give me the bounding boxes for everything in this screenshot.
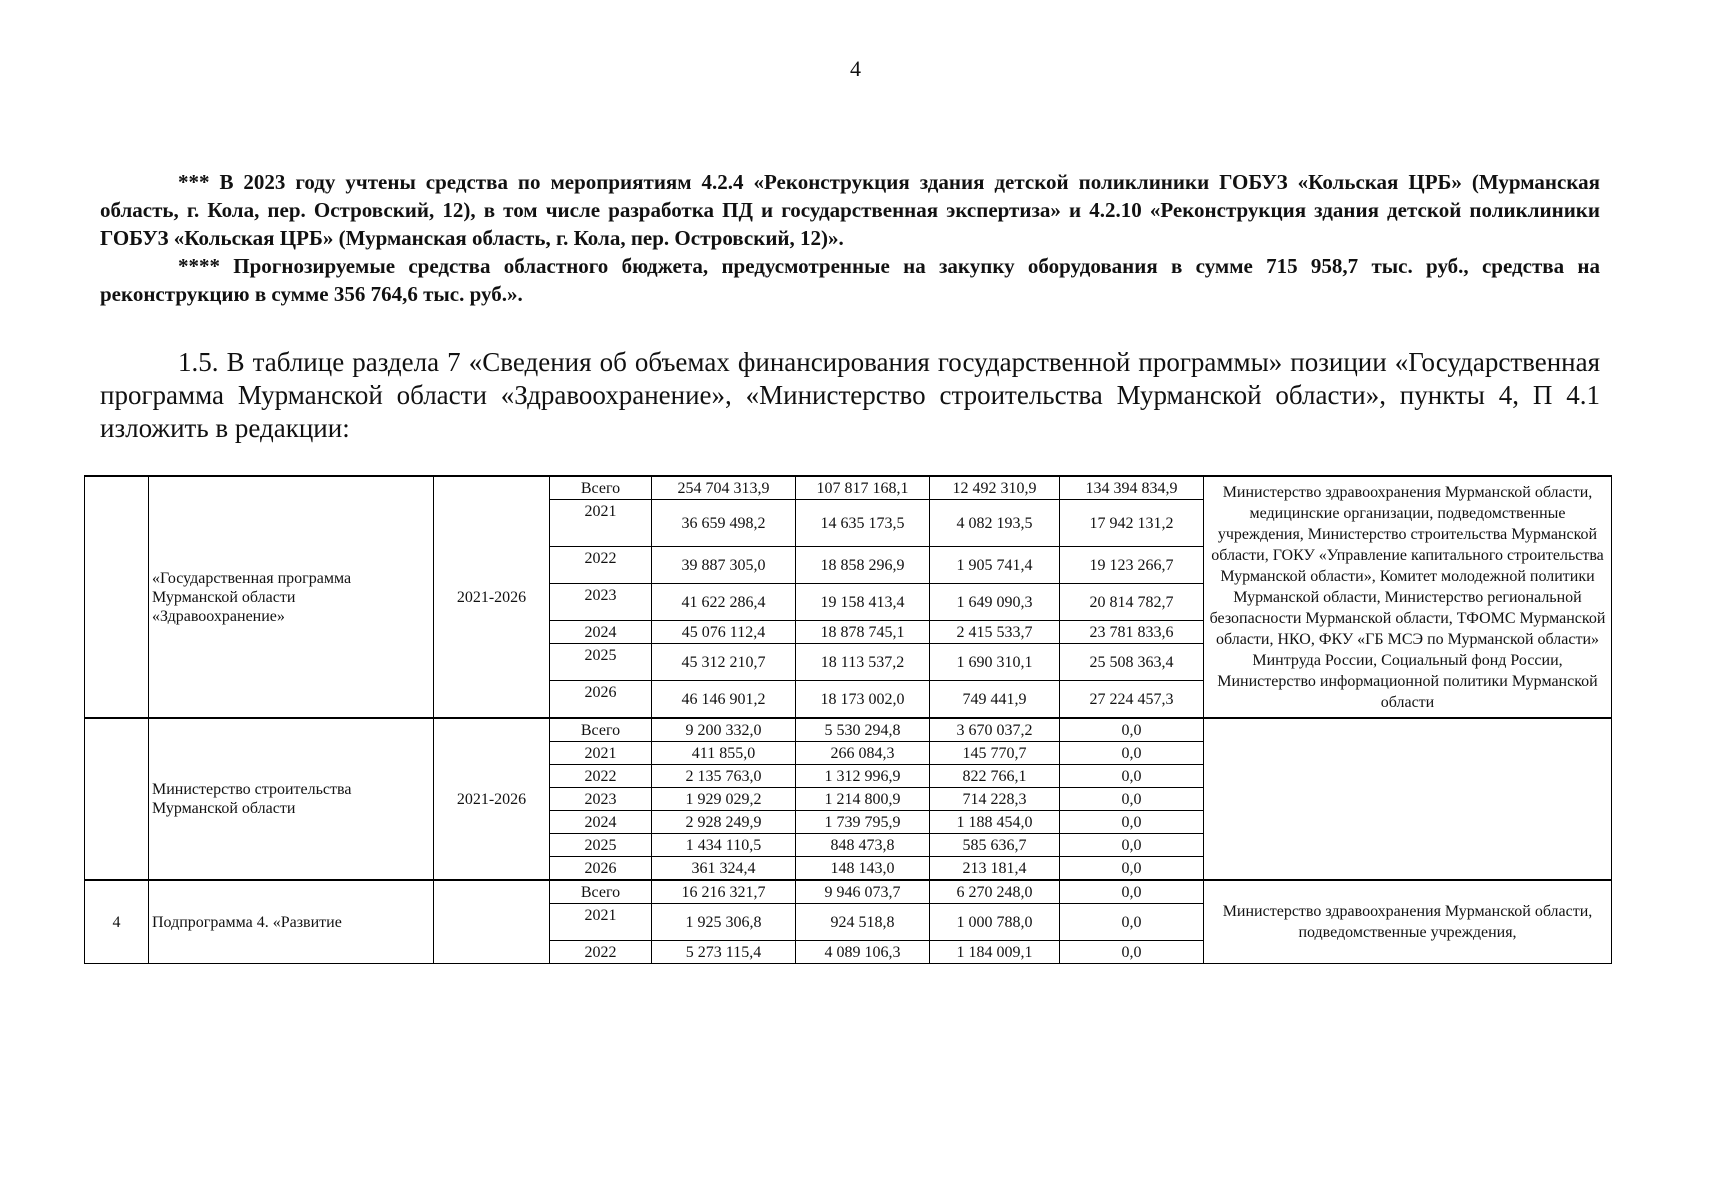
executors-cell: Министерство здравоохранения Мурманской области, медицинские организации, подведомственные учреждения, Министерство строительства Мурманской области, ГОКУ «Управление капитального строительства Мурманской области», Комитет молодежной политики Мурманской области, Министерство региональной безопасности Мурманской области, ТФОМС Мурманской области, НКО, ФКУ «ГБ МСЭ по Мурманской области» Минтруда России, Социальный фонд России, Министерство информационной политики Мурманской области — [1204, 476, 1612, 718]
total-value-cell: 9 200 332,0 — [652, 718, 796, 742]
other-value-cell: 0,0 — [1060, 765, 1204, 788]
table-row — [85, 718, 1612, 742]
financing-table — [84, 475, 1612, 964]
federal-value-cell: 1 214 800,9 — [796, 788, 930, 811]
other-value-cell: 17 942 131,2 — [1060, 500, 1204, 547]
regional-value-cell: 1 000 788,0 — [930, 904, 1060, 941]
total-value-cell: 1 929 029,2 — [652, 788, 796, 811]
regional-value-cell: 585 636,7 — [930, 834, 1060, 857]
regional-value-cell: 4 082 193,5 — [930, 500, 1060, 547]
federal-value-cell: 266 084,3 — [796, 742, 930, 765]
federal-value-cell: 924 518,8 — [796, 904, 930, 941]
regional-value-cell: 1 905 741,4 — [930, 547, 1060, 584]
total-value-cell: 1 434 110,5 — [652, 834, 796, 857]
footnotes — [100, 168, 1600, 308]
federal-value-cell: 148 143,0 — [796, 857, 930, 881]
footnote-3: *** В 2023 году учтены средства по мероприятиям 4.2.4 «Реконструкция здания детской поликлиники ГОБУЗ «Кольская ЦРБ» (Мурманская область, г. Кола, пер. Островский, 12), в том числе разработка ПД и государственная экспертиза» и 4.2.10 «Реконструкция здания детской поликлиники ГОБУЗ «Кольская ЦРБ» (Мурманская область, г. Кола, пер. Островский, 12)». — [100, 170, 1600, 250]
other-value-cell: 0,0 — [1060, 811, 1204, 834]
period-cell: 2021-2026 — [434, 476, 550, 718]
regional-value-cell: 1 188 454,0 — [930, 811, 1060, 834]
position-name-cell: Министерство строительства Мурманской области — [149, 718, 434, 880]
year-cell: 2021 — [550, 904, 652, 941]
other-value-cell: 25 508 363,4 — [1060, 644, 1204, 681]
federal-value-cell: 848 473,8 — [796, 834, 930, 857]
other-value-cell: 0,0 — [1060, 788, 1204, 811]
year-cell: 2021 — [550, 742, 652, 765]
federal-value-cell: 4 089 106,3 — [796, 941, 930, 964]
section-paragraph — [100, 346, 1600, 445]
year-cell: 2021 — [550, 500, 652, 547]
position-name-cell: Подпрограмма 4. «Развитие — [149, 880, 434, 964]
regional-value-cell: 213 181,4 — [930, 857, 1060, 881]
other-value-cell: 27 224 457,3 — [1060, 681, 1204, 719]
year-cell: 2024 — [550, 621, 652, 644]
regional-value-cell: 714 228,3 — [930, 788, 1060, 811]
total-value-cell: 2 928 249,9 — [652, 811, 796, 834]
row-number-cell: 4 — [85, 880, 149, 964]
other-value-cell: 0,0 — [1060, 904, 1204, 941]
year-cell: 2023 — [550, 788, 652, 811]
federal-value-cell: 1 739 795,9 — [796, 811, 930, 834]
regional-value-cell: 2 415 533,7 — [930, 621, 1060, 644]
total-value-cell: 5 273 115,4 — [652, 941, 796, 964]
year-cell: Всего — [550, 880, 652, 904]
federal-value-cell: 18 878 745,1 — [796, 621, 930, 644]
other-value-cell: 23 781 833,6 — [1060, 621, 1204, 644]
row-number-cell — [85, 718, 149, 880]
federal-value-cell: 18 173 002,0 — [796, 681, 930, 719]
year-cell: 2022 — [550, 941, 652, 964]
other-value-cell: 0,0 — [1060, 718, 1204, 742]
federal-value-cell: 19 158 413,4 — [796, 584, 930, 621]
year-cell: 2022 — [550, 547, 652, 584]
total-value-cell: 2 135 763,0 — [652, 765, 796, 788]
regional-value-cell: 1 184 009,1 — [930, 941, 1060, 964]
financing-table-body — [85, 476, 1612, 964]
other-value-cell: 19 123 266,7 — [1060, 547, 1204, 584]
period-cell: 2021-2026 — [434, 718, 550, 880]
other-value-cell: 0,0 — [1060, 880, 1204, 904]
footnote-4: **** Прогнозируемые средства областного бюджета, предусмотренные на закупку оборудования в сумме 715 958,7 тыс. руб., средства на реконструкцию в сумме 356 764,6 тыс. руб.». — [100, 254, 1600, 306]
year-cell: 2025 — [550, 644, 652, 681]
federal-value-cell: 1 312 996,9 — [796, 765, 930, 788]
regional-value-cell: 1 690 310,1 — [930, 644, 1060, 681]
total-value-cell: 45 312 210,7 — [652, 644, 796, 681]
section-text: 1.5. В таблице раздела 7 «Сведения об объемах финансирования государственной программы» позиции «Государственная программа Мурманской области «Здравоохранение», «Министерство строительства Мурманской области», пункты 4, П 4.1 изложить в редакции: — [100, 347, 1600, 443]
regional-value-cell: 12 492 310,9 — [930, 476, 1060, 500]
other-value-cell: 20 814 782,7 — [1060, 584, 1204, 621]
year-cell: Всего — [550, 718, 652, 742]
year-cell: 2024 — [550, 811, 652, 834]
executors-cell: Министерство здравоохранения Мурманской области, подведомственные учреждения, — [1204, 880, 1612, 964]
table-row — [85, 476, 1612, 500]
regional-value-cell: 3 670 037,2 — [930, 718, 1060, 742]
total-value-cell: 1 925 306,8 — [652, 904, 796, 941]
period-cell — [434, 880, 550, 964]
regional-value-cell: 749 441,9 — [930, 681, 1060, 719]
executors-cell — [1204, 718, 1612, 880]
other-value-cell: 0,0 — [1060, 857, 1204, 881]
other-value-cell: 134 394 834,9 — [1060, 476, 1204, 500]
row-number-cell — [85, 476, 149, 718]
total-value-cell: 254 704 313,9 — [652, 476, 796, 500]
position-name-cell: «Государственная программа Мурманской области «Здравоохранение» — [149, 476, 434, 718]
other-value-cell: 0,0 — [1060, 834, 1204, 857]
total-value-cell: 361 324,4 — [652, 857, 796, 881]
year-cell: Всего — [550, 476, 652, 500]
federal-value-cell: 14 635 173,5 — [796, 500, 930, 547]
federal-value-cell: 5 530 294,8 — [796, 718, 930, 742]
total-value-cell: 46 146 901,2 — [652, 681, 796, 719]
total-value-cell: 41 622 286,4 — [652, 584, 796, 621]
table-row — [85, 880, 1612, 904]
other-value-cell: 0,0 — [1060, 742, 1204, 765]
other-value-cell: 0,0 — [1060, 941, 1204, 964]
federal-value-cell: 9 946 073,7 — [796, 880, 930, 904]
federal-value-cell: 18 113 537,2 — [796, 644, 930, 681]
regional-value-cell: 822 766,1 — [930, 765, 1060, 788]
federal-value-cell: 107 817 168,1 — [796, 476, 930, 500]
year-cell: 2022 — [550, 765, 652, 788]
total-value-cell: 411 855,0 — [652, 742, 796, 765]
regional-value-cell: 145 770,7 — [930, 742, 1060, 765]
page-number: 4 — [850, 56, 861, 81]
regional-value-cell: 1 649 090,3 — [930, 584, 1060, 621]
total-value-cell: 16 216 321,7 — [652, 880, 796, 904]
total-value-cell: 45 076 112,4 — [652, 621, 796, 644]
regional-value-cell: 6 270 248,0 — [930, 880, 1060, 904]
total-value-cell: 39 887 305,0 — [652, 547, 796, 584]
year-cell: 2025 — [550, 834, 652, 857]
federal-value-cell: 18 858 296,9 — [796, 547, 930, 584]
total-value-cell: 36 659 498,2 — [652, 500, 796, 547]
year-cell: 2026 — [550, 681, 652, 719]
year-cell: 2026 — [550, 857, 652, 881]
year-cell: 2023 — [550, 584, 652, 621]
